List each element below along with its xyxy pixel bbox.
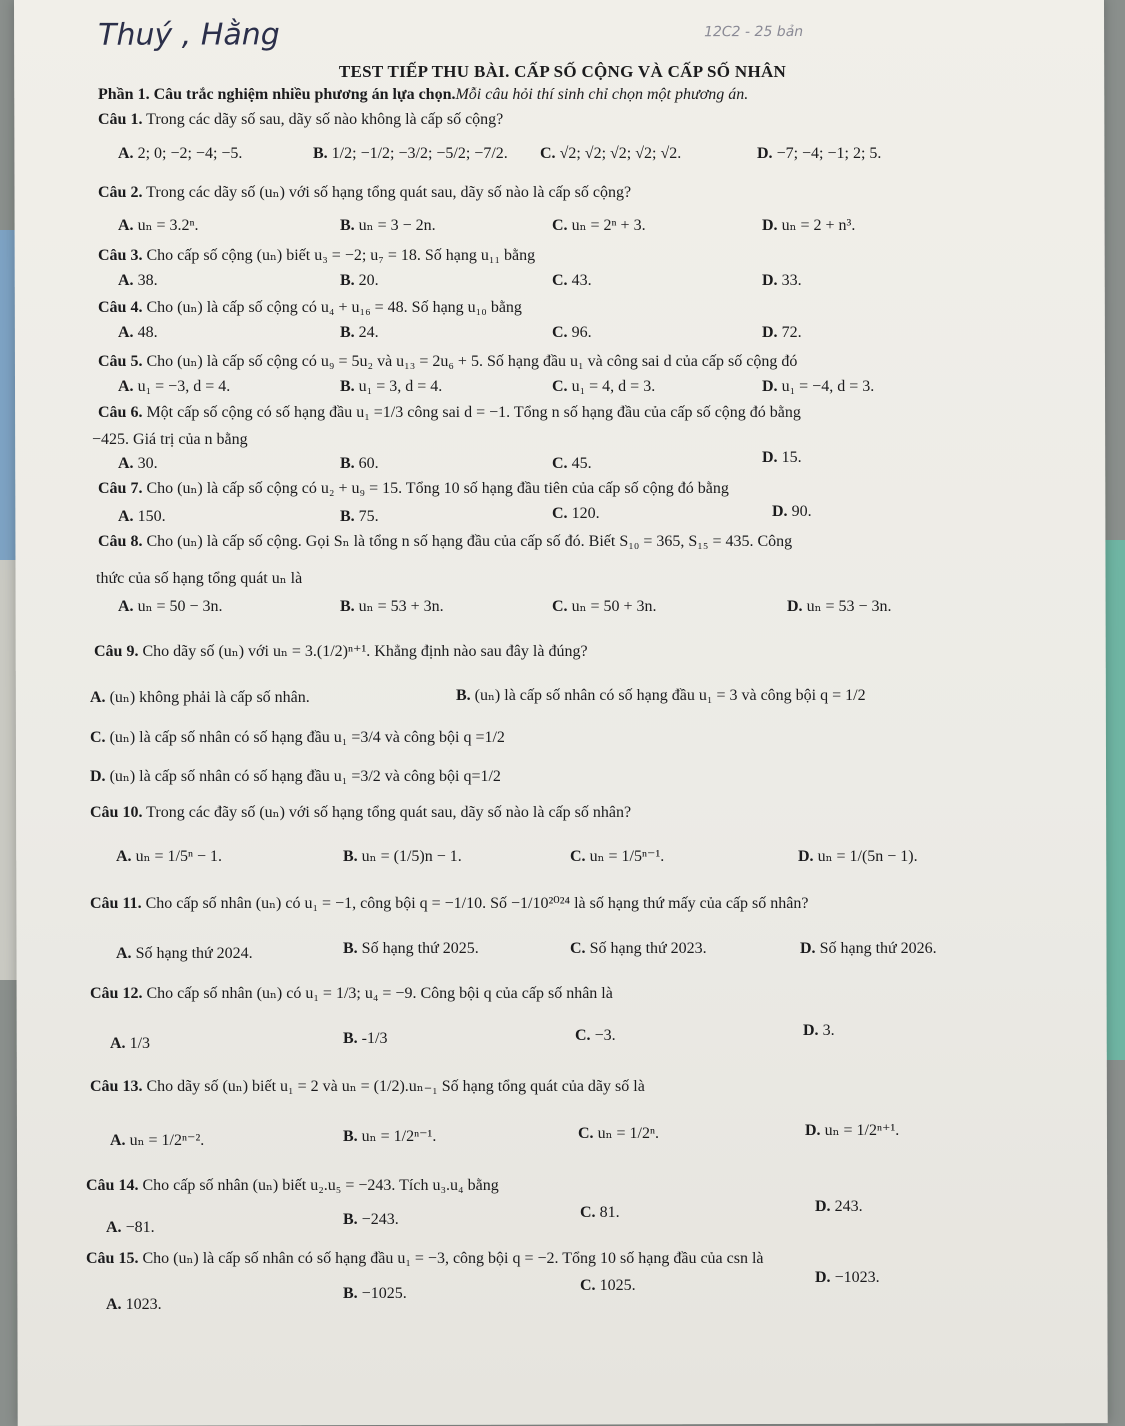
question-13 [90, 1076, 645, 1096]
option-d[interactable]: D. Số hạng thứ 2026. [800, 940, 937, 957]
option-text: 1025. [599, 1277, 636, 1294]
question-8-continued: thức của số hạng tổng quát uₙ là [96, 570, 303, 587]
option-b[interactable]: B. -1/3 [343, 1030, 388, 1047]
option-text: 96. [571, 324, 592, 341]
question-text: Cho (uₙ) là cấp số cộng có u₄ + u₁₆ = 48. Số hạng u₁₀ bằng [146, 299, 522, 316]
option-b[interactable]: B. uₙ = 1/2ⁿ⁻¹. [343, 1128, 437, 1145]
option-d[interactable]: D. 15. [762, 449, 802, 466]
option-text: 72. [781, 324, 802, 341]
question-text: Cho cấp số nhân (uₙ) có u₁ = −1, công bội q = −1/10. Số −1/10²⁰²⁴ là số hạng thứ mấy của cấp số nhân? [145, 895, 809, 912]
question-text: Cho cấp số cộng (uₙ) biết u₃ = −2; u₇ = 18. Số hạng u₁₁ bằng [146, 247, 536, 264]
option-text: uₙ = 1/(5n − 1). [817, 848, 918, 865]
option-text: uₙ = 50 − 3n. [137, 598, 223, 615]
option-text: Số hạng thứ 2024. [135, 945, 253, 962]
option-text: uₙ = 1/2ⁿ⁺¹. [824, 1122, 900, 1139]
question-label: Câu 14. [86, 1177, 139, 1194]
option-c[interactable]: C. 120. [552, 505, 600, 522]
option-c[interactable]: C. uₙ = 2ⁿ + 3. [552, 217, 646, 234]
option-a[interactable]: A. uₙ = 3.2ⁿ. [118, 217, 199, 234]
option-text: Số hạng thứ 2026. [819, 940, 937, 957]
question-text: Cho (uₙ) là cấp số nhân có số hạng đầu u₁ = −3, công bội q = −2. Tổng 10 số hạng đầu của csn là [142, 1250, 764, 1267]
option-a[interactable]: A. uₙ = 50 − 3n. [118, 598, 223, 615]
option-text: u₁ = 3, d = 4. [358, 378, 443, 395]
question-7 [98, 478, 729, 498]
question-label: Câu 13. [90, 1078, 143, 1095]
question-text: Trong các dãy số sau, dãy số nào không là cấp số cộng? [146, 111, 504, 128]
option-a[interactable]: A. 48. [118, 324, 158, 341]
option-b[interactable]: B. (uₙ) là cấp số nhân có số hạng đầu u₁ = 3 và công bội q = 1/2 [456, 687, 866, 704]
option-d[interactable]: D. −1023. [815, 1269, 880, 1286]
question-label: Câu 12. [90, 985, 143, 1002]
option-a[interactable]: A. u₁ = −3, d = 4. [118, 378, 231, 395]
question-text: Cho cấp số nhân (uₙ) có u₁ = 1/3; u₄ = −9. Công bội q của cấp số nhân là [146, 985, 613, 1002]
option-text: 1/3 [129, 1035, 151, 1052]
question-label: Câu 7. [98, 480, 143, 497]
question-14 [86, 1175, 499, 1195]
option-b[interactable]: B. u₁ = 3, d = 4. [340, 378, 443, 395]
option-text: uₙ = (1/5)n − 1. [361, 848, 462, 865]
option-a[interactable]: A. 1/3 [110, 1035, 151, 1052]
option-c[interactable]: C. u₁ = 4, d = 3. [552, 378, 656, 395]
option-d[interactable]: D. uₙ = 1/(5n − 1). [798, 848, 918, 865]
option-d[interactable]: D. 72. [762, 324, 802, 341]
option-c[interactable]: C. Số hạng thứ 2023. [570, 940, 707, 957]
option-text: 90. [791, 503, 812, 520]
option-text: 150. [137, 508, 166, 525]
question-text: Trong các dãy số (uₙ) với số hạng tổng quát sau, dãy số nào là cấp số cộng? [146, 184, 632, 201]
question-1 [98, 111, 503, 129]
option-b[interactable]: B. −243. [343, 1211, 399, 1228]
question-label: Câu 1. [98, 111, 143, 128]
option-d[interactable]: D. uₙ = 53 − 3n. [787, 598, 892, 615]
option-c[interactable]: C. uₙ = 1/2ⁿ. [578, 1125, 659, 1142]
option-text: −7; −4; −1; 2; 5. [776, 145, 882, 162]
option-a[interactable]: A. 1023. [106, 1296, 162, 1313]
option-a[interactable]: A. 38. [118, 272, 158, 289]
question-2 [98, 182, 631, 202]
option-a[interactable]: A. uₙ = 1/2ⁿ⁻². [110, 1132, 205, 1149]
option-d[interactable]: D. −7; −4; −1; 2; 5. [757, 145, 882, 162]
question-5 [98, 351, 797, 371]
option-text: uₙ = 1/5ⁿ⁻¹. [589, 848, 665, 865]
option-d[interactable]: D. uₙ = 2 + n³. [762, 217, 856, 234]
option-b[interactable]: B. uₙ = 53 + 3n. [340, 598, 444, 615]
option-text: u₁ = −4, d = 3. [781, 378, 875, 395]
option-text: (uₙ) là cấp số nhân có số hạng đầu u₁ =3/2 và công bội q=1/2 [109, 768, 501, 785]
option-text: (uₙ) không phải là cấp số nhân. [109, 689, 310, 706]
option-a[interactable]: A. 150. [118, 508, 166, 525]
question-text: Cho dãy số (uₙ) với uₙ = 3.(1/2)ⁿ⁺¹. Khẳng định nào sau đây là đúng? [142, 643, 588, 660]
option-text: 60. [358, 455, 379, 472]
option-c[interactable]: C. −3. [575, 1027, 616, 1044]
option-b[interactable]: B. −1025. [343, 1285, 407, 1302]
option-d[interactable]: D. (uₙ) là cấp số nhân có số hạng đầu u₁ =3/2 và công bội q=1/2 [90, 768, 501, 785]
option-c[interactable]: C. 43. [552, 272, 592, 289]
option-text: 1023. [125, 1296, 162, 1313]
question-label: Câu 10. [90, 804, 143, 821]
question-12 [90, 983, 613, 1003]
option-text: -1/3 [361, 1030, 388, 1047]
option-b[interactable]: B. 75. [340, 508, 379, 525]
option-b[interactable]: B. 24. [340, 324, 379, 341]
question-text: Cho (uₙ) là cấp số cộng có u₉ = 5u₂ và u₁₃ = 2u₆ + 5. Số hạng đầu u₁ và công sai d của cấp số cộng đó [146, 353, 798, 370]
option-b[interactable]: B. Số hạng thứ 2025. [343, 940, 479, 957]
option-text: 1/2; −1/2; −3/2; −5/2; −7/2. [331, 145, 508, 162]
option-d[interactable]: D. 243. [815, 1198, 863, 1215]
page-title: TEST TIẾP THU BÀI. CẤP SỐ CỘNG VÀ CẤP SỐ NHÂN [338, 62, 787, 81]
option-a[interactable]: A. uₙ = 1/5ⁿ − 1. [116, 848, 223, 865]
question-text: Cho dãy số (uₙ) biết u₁ = 2 và uₙ = (1/2).uₙ₋₁ Số hạng tổng quát của dãy số là [146, 1078, 645, 1095]
option-text: uₙ = 1/2ⁿ. [597, 1125, 659, 1142]
option-text: 75. [358, 508, 379, 525]
option-text: uₙ = 50 + 3n. [571, 598, 657, 615]
option-c[interactable]: C. √2; √2; √2; √2; √2. [540, 145, 682, 162]
option-text: uₙ = 1/2ⁿ⁻¹. [361, 1128, 437, 1145]
part1-instruction: Mỗi câu hỏi thí sinh chỉ chọn một phương án. [455, 86, 749, 103]
option-text: 33. [781, 272, 802, 289]
option-text: 81. [599, 1204, 620, 1221]
option-c[interactable]: C. (uₙ) là cấp số nhân có số hạng đầu u₁ =3/4 và công bội q =1/2 [90, 729, 505, 746]
question-15 [86, 1248, 764, 1268]
option-text: 2; 0; −2; −4; −5. [137, 145, 243, 162]
question-label: Câu 8. [98, 533, 143, 550]
option-text: u₁ = 4, d = 3. [571, 378, 656, 395]
question-6 [98, 404, 801, 422]
option-text: 243. [834, 1198, 863, 1215]
question-9 [94, 641, 588, 661]
question-label: Câu 4. [98, 299, 143, 316]
option-d[interactable]: D. 90. [772, 503, 812, 520]
option-text: Số hạng thứ 2023. [589, 940, 707, 957]
handwritten-note: 12C2 - 25 bản [704, 23, 804, 41]
option-text: (uₙ) là cấp số nhân có số hạng đầu u₁ = 3 và công bội q = 1/2 [474, 687, 866, 704]
option-d[interactable]: D. 3. [803, 1022, 835, 1039]
option-text: 48. [137, 324, 158, 341]
option-text: 20. [358, 272, 379, 289]
question-3 [98, 245, 535, 265]
option-text: 43. [571, 272, 592, 289]
option-text: uₙ = 1/2ⁿ⁻². [129, 1132, 205, 1149]
handwritten-name: Thuý , Hằng [98, 17, 280, 53]
option-text: uₙ = 1/5ⁿ − 1. [135, 848, 223, 865]
option-b[interactable]: B. 20. [340, 272, 379, 289]
option-b[interactable]: B. uₙ = 3 − 2n. [340, 217, 436, 234]
option-c[interactable]: C. 81. [580, 1204, 620, 1221]
option-a[interactable]: A. Số hạng thứ 2024. [116, 945, 253, 962]
question-label: Câu 15. [86, 1250, 139, 1267]
question-10 [90, 802, 631, 822]
option-text: uₙ = 3.2ⁿ. [137, 217, 199, 234]
part1-label: Phần 1. Câu trắc nghiệm nhiều phương án lựa chọn. [98, 86, 456, 103]
question-4 [98, 297, 522, 317]
option-c[interactable]: C. 1025. [580, 1277, 636, 1294]
option-c[interactable]: C. uₙ = 1/5ⁿ⁻¹. [570, 848, 665, 865]
option-text: −1025. [361, 1285, 407, 1302]
option-text: −81. [125, 1219, 155, 1236]
option-text: u₁ = −3, d = 4. [137, 378, 231, 395]
option-text: 45. [571, 455, 592, 472]
question-text: Trong các đãy số (uₙ) với số hạng tổng quát sau, dãy số nào là cấp số nhân? [146, 804, 632, 821]
question-label: Câu 11. [90, 895, 142, 912]
question-text: Cho (uₙ) là cấp số cộng có u₂ + u₉ = 15. Tổng 10 số hạng đầu tiên của cấp số cộng đó bằng [146, 480, 729, 497]
option-text: 24. [358, 324, 379, 341]
part1-heading [98, 86, 748, 104]
option-d[interactable]: D. 33. [762, 272, 802, 289]
worksheet-paper [14, 0, 1108, 1426]
option-text: −1023. [834, 1269, 880, 1286]
question-label: Câu 3. [98, 247, 143, 264]
option-text: uₙ = 2ⁿ + 3. [571, 217, 646, 234]
question-label: Câu 2. [98, 184, 143, 201]
option-text: 3. [822, 1022, 835, 1039]
option-c[interactable]: C. 96. [552, 324, 592, 341]
option-text: (uₙ) là cấp số nhân có số hạng đầu u₁ =3/4 và công bội q =1/2 [109, 729, 505, 746]
question-text: Một cấp số cộng có số hạng đầu u₁ =1/3 công sai d = −1. Tổng n số hạng đầu của cấp số cộng đó bằng [146, 404, 801, 421]
question-text: Cho (uₙ) là cấp số cộng. Gọi Sₙ là tổng n số hạng đầu của cấp số đó. Biết S₁₀ = 365, S₁₅ = 435. Công [146, 533, 793, 550]
question-label: Câu 5. [98, 353, 143, 370]
question-text: Cho cấp số nhân (uₙ) biết u₂.u₅ = −243. Tích u₃.u₄ bằng [142, 1177, 499, 1194]
question-label: Câu 9. [94, 643, 139, 660]
option-text: 15. [781, 449, 802, 466]
option-text: √2; √2; √2; √2; √2. [559, 145, 682, 162]
option-c[interactable]: C. uₙ = 50 + 3n. [552, 598, 657, 615]
option-b[interactable]: B. 60. [340, 455, 379, 472]
option-text: −243. [361, 1211, 399, 1228]
option-text: uₙ = 53 − 3n. [806, 598, 892, 615]
option-text: Số hạng thứ 2025. [361, 940, 479, 957]
option-text: −3. [594, 1027, 616, 1044]
option-text: 30. [137, 455, 158, 472]
option-text: 38. [137, 272, 158, 289]
option-text: uₙ = 2 + n³. [781, 217, 856, 234]
question-6-continued: −425. Giá trị của n bằng [92, 431, 248, 448]
question-8 [98, 531, 792, 551]
option-a[interactable]: A. −81. [106, 1219, 155, 1236]
option-text: uₙ = 3 − 2n. [358, 217, 436, 234]
option-b[interactable]: B. uₙ = (1/5)n − 1. [343, 848, 462, 865]
option-text: 120. [571, 505, 600, 522]
question-11 [90, 893, 808, 913]
option-text: uₙ = 53 + 3n. [358, 598, 444, 615]
option-d[interactable]: D. u₁ = −4, d = 3. [762, 378, 875, 395]
option-a[interactable]: A. (uₙ) không phải là cấp số nhân. [90, 689, 310, 706]
option-a[interactable]: A. 30. [118, 455, 158, 472]
option-d[interactable]: D. uₙ = 1/2ⁿ⁺¹. [805, 1122, 900, 1139]
question-label: Câu 6. [98, 404, 143, 421]
option-a[interactable]: A. 2; 0; −2; −4; −5. [118, 145, 243, 162]
option-b[interactable]: B. 1/2; −1/2; −3/2; −5/2; −7/2. [313, 145, 508, 162]
option-c[interactable]: C. 45. [552, 455, 592, 472]
